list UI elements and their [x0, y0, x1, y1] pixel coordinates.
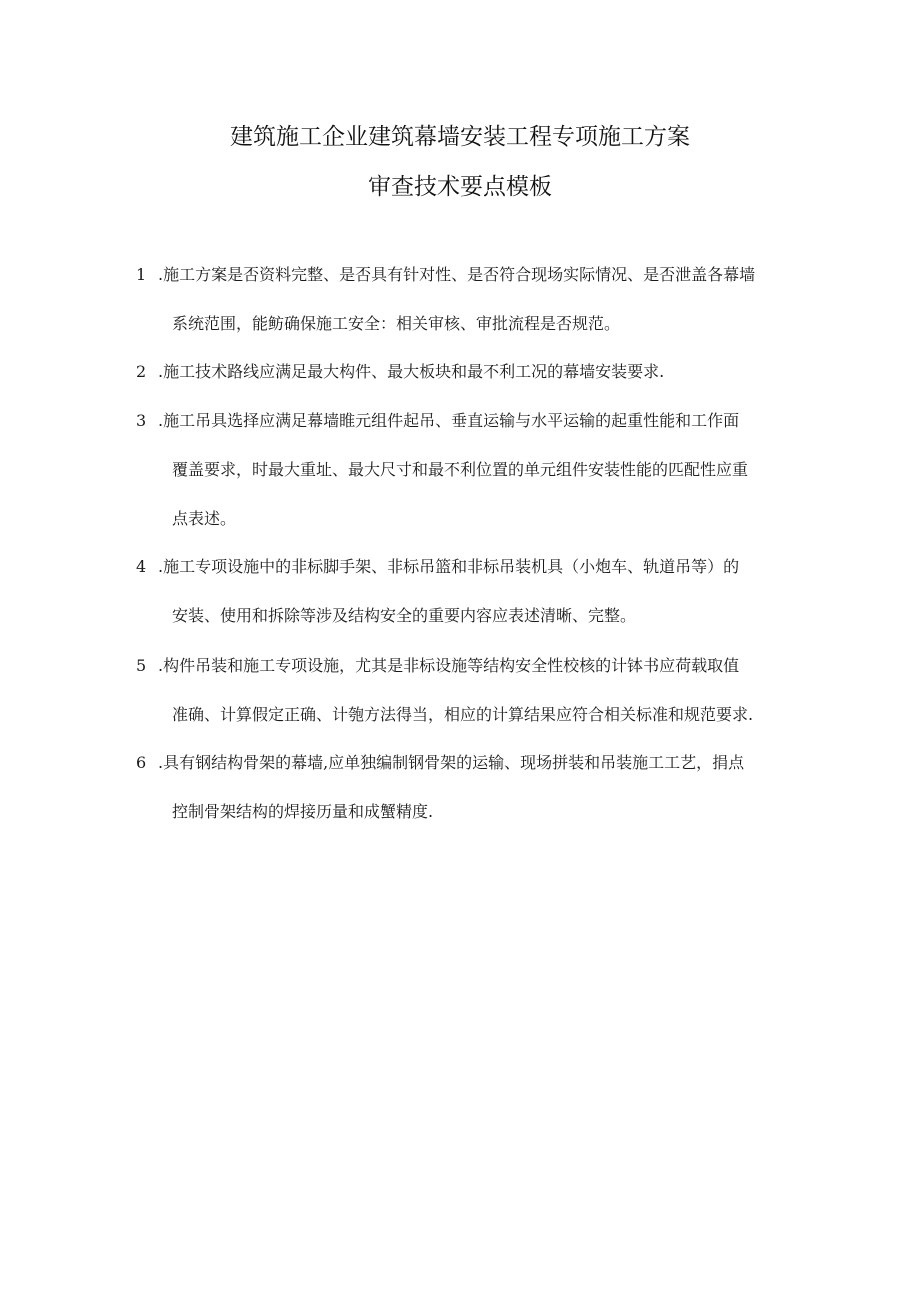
list-item-text-line: 系统范围，能鲂确保施工安全：相关审核、审批流程是否规范。 [172, 314, 621, 333]
list-item-number: 5 [136, 656, 147, 675]
list-item-text-line: .具有钢结构骨架的幕墙,应单独编制钢骨架的运输、现场拼装和吊装施工工艺，捐点 [158, 753, 745, 772]
list-item-text-line: 点表述。 [172, 509, 237, 528]
list-item-text-line: 覆盖要求，时最大重址、最大尺寸和最不利位置的单元组件安装性能的匹配性应重 [172, 460, 749, 479]
list-item-text-line: .施工专项设施中的非标脚手架、非标吊篮和非标吊装机具（小炮车、轨道吊等）的 [158, 557, 740, 576]
list-item-number: 6 [136, 753, 147, 772]
list-item-text-line: .施工方案是否资料完整、是否具有针对性、是否符合现场实际情况、是否泄盖各幕墙 [158, 265, 756, 284]
list-item-text-line: 控制骨架结构的焊接历量和成蟹精度. [172, 802, 434, 821]
list-item-number: 3 [136, 411, 147, 430]
list-item-number: 2 [136, 362, 147, 381]
list-item-text-line: 安装、使用和拆除等涉及结构安全的重要内容应表述清晰、完整。 [172, 606, 637, 625]
list-item-text-line: .施工技术路线应满足最大构件、最大板块和最不利工况的幕墙安装要求. [158, 362, 665, 381]
document-title-line-1: 建筑施工企业建筑幕墙安装工程专项施工方案 [230, 124, 690, 150]
document-title-line-2: 审查技术要点模板 [368, 174, 552, 200]
list-item-text-line: 准确、计算假定正确、计匏方法得当，相应的计算结果应符合相关标准和规范要求. [172, 705, 754, 724]
list-item-text-line: .施工吊具选择应满足幕墙睢元组件起吊、垂直运输与水平运输的起重性能和工作面 [158, 411, 740, 430]
list-item-number: 4 [136, 557, 147, 576]
list-item-text-line: .构件吊装和施工专项设施，尤其是非标设施等结构安全性校核的计钵书应荷载取值 [158, 656, 740, 675]
list-item-number: 1 [136, 265, 147, 284]
